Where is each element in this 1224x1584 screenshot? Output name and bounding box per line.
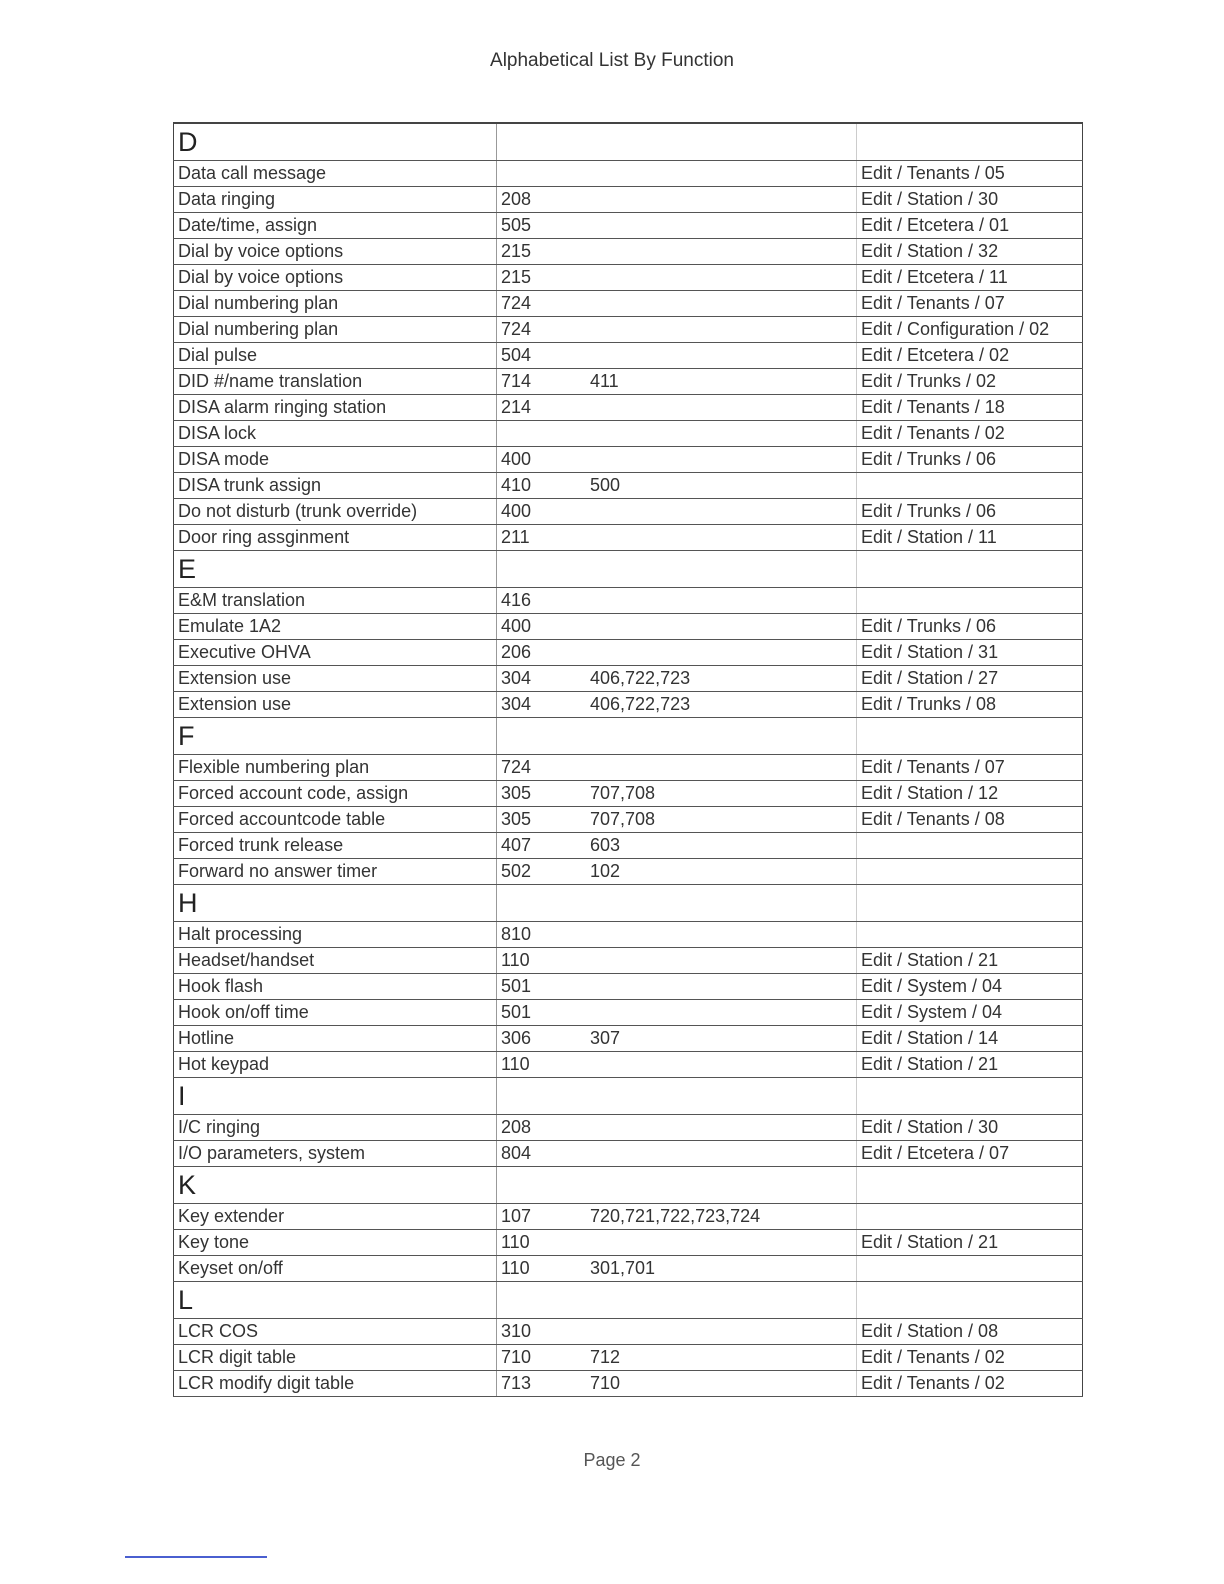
program-cell: [497, 161, 587, 187]
related-programs-cell: 707,708: [586, 781, 857, 807]
edit-path-cell: Edit / Station / 30: [857, 187, 1083, 213]
section-header-row: [174, 1282, 1083, 1319]
program-cell: 400: [497, 614, 587, 640]
section-header-row: [174, 551, 1083, 588]
empty-cell: [497, 718, 587, 755]
edit-path-cell: [857, 922, 1083, 948]
edit-path-cell: Edit / Trunks / 06: [857, 614, 1083, 640]
function-cell: Hotline: [174, 1026, 497, 1052]
function-cell: Halt processing: [174, 922, 497, 948]
edit-path-cell: Edit / Tenants / 08: [857, 807, 1083, 833]
program-cell: 305: [497, 781, 587, 807]
related-programs-cell: [586, 1115, 857, 1141]
section-header-row: [174, 1078, 1083, 1115]
table-row: [174, 1230, 1083, 1256]
edit-path-cell: Edit / Tenants / 18: [857, 395, 1083, 421]
program-cell: 810: [497, 922, 587, 948]
related-programs-cell: [586, 213, 857, 239]
related-programs-cell: [586, 1319, 857, 1345]
program-cell: 400: [497, 447, 587, 473]
table-row: [174, 922, 1083, 948]
table-row: [174, 807, 1083, 833]
edit-path-cell: [857, 833, 1083, 859]
empty-cell: [586, 1167, 857, 1204]
program-cell: 208: [497, 187, 587, 213]
program-cell: 724: [497, 755, 587, 781]
section-letter: I: [174, 1078, 497, 1115]
table-row: [174, 974, 1083, 1000]
table-row: [174, 588, 1083, 614]
program-cell: 416: [497, 588, 587, 614]
function-cell: DID #/name translation: [174, 369, 497, 395]
edit-path-cell: Edit / Tenants / 07: [857, 755, 1083, 781]
related-programs-cell: 102: [586, 859, 857, 885]
edit-path-cell: Edit / Station / 31: [857, 640, 1083, 666]
table-row: [174, 395, 1083, 421]
program-cell: 110: [497, 948, 587, 974]
empty-cell: [857, 1282, 1083, 1319]
related-programs-cell: [586, 1052, 857, 1078]
function-cell: Headset/handset: [174, 948, 497, 974]
edit-path-cell: Edit / Tenants / 07: [857, 291, 1083, 317]
edit-path-cell: Edit / Tenants / 02: [857, 1371, 1083, 1397]
edit-path-cell: Edit / Station / 21: [857, 1230, 1083, 1256]
function-cell: DISA alarm ringing station: [174, 395, 497, 421]
function-cell: Extension use: [174, 666, 497, 692]
table-row: [174, 1026, 1083, 1052]
function-cell: Dial pulse: [174, 343, 497, 369]
program-cell: 714: [497, 369, 587, 395]
edit-path-cell: [857, 1256, 1083, 1282]
edit-path-cell: Edit / Station / 27: [857, 666, 1083, 692]
edit-path-cell: [857, 473, 1083, 499]
program-cell: 724: [497, 291, 587, 317]
related-programs-cell: [586, 588, 857, 614]
edit-path-cell: Edit / Tenants / 02: [857, 1345, 1083, 1371]
edit-path-cell: Edit / Configuration / 02: [857, 317, 1083, 343]
function-cell: Dial by voice options: [174, 265, 497, 291]
table-row: [174, 640, 1083, 666]
program-cell: 110: [497, 1230, 587, 1256]
function-table-body: [174, 123, 1083, 1397]
table-row: [174, 1000, 1083, 1026]
program-cell: 310: [497, 1319, 587, 1345]
table-row: [174, 1115, 1083, 1141]
program-cell: 713: [497, 1371, 587, 1397]
program-cell: 400: [497, 499, 587, 525]
related-programs-cell: [586, 187, 857, 213]
empty-cell: [497, 885, 587, 922]
section-letter: L: [174, 1282, 497, 1319]
function-cell: DISA lock: [174, 421, 497, 447]
edit-path-cell: Edit / Trunks / 08: [857, 692, 1083, 718]
program-cell: 215: [497, 265, 587, 291]
function-cell: Hook flash: [174, 974, 497, 1000]
function-cell: Keyset on/off: [174, 1256, 497, 1282]
edit-path-cell: Edit / Station / 30: [857, 1115, 1083, 1141]
program-cell: 206: [497, 640, 587, 666]
edit-path-cell: [857, 588, 1083, 614]
related-programs-cell: [586, 1141, 857, 1167]
table-row: [174, 833, 1083, 859]
empty-cell: [857, 551, 1083, 588]
edit-path-cell: Edit / Station / 21: [857, 948, 1083, 974]
function-cell: DISA trunk assign: [174, 473, 497, 499]
function-cell: Emulate 1A2: [174, 614, 497, 640]
edit-path-cell: Edit / Station / 12: [857, 781, 1083, 807]
empty-cell: [586, 1282, 857, 1319]
related-programs-cell: 411: [586, 369, 857, 395]
related-programs-cell: [586, 421, 857, 447]
function-cell: Forced account code, assign: [174, 781, 497, 807]
edit-path-cell: Edit / Tenants / 05: [857, 161, 1083, 187]
related-programs-cell: 707,708: [586, 807, 857, 833]
program-cell: 107: [497, 1204, 587, 1230]
section-header-row: [174, 885, 1083, 922]
section-letter: K: [174, 1167, 497, 1204]
related-programs-cell: [586, 317, 857, 343]
function-table: [173, 122, 1083, 1397]
empty-cell: [497, 123, 587, 161]
table-row: [174, 213, 1083, 239]
related-programs-cell: [586, 525, 857, 551]
edit-path-cell: Edit / System / 04: [857, 974, 1083, 1000]
related-programs-cell: [586, 614, 857, 640]
function-cell: Data call message: [174, 161, 497, 187]
table-row: [174, 755, 1083, 781]
program-cell: 214: [497, 395, 587, 421]
table-row: [174, 781, 1083, 807]
table-row: [174, 1345, 1083, 1371]
related-programs-cell: [586, 291, 857, 317]
related-programs-cell: 406,722,723: [586, 692, 857, 718]
program-cell: 410: [497, 473, 587, 499]
program-cell: 306: [497, 1026, 587, 1052]
empty-cell: [857, 718, 1083, 755]
function-cell: Key tone: [174, 1230, 497, 1256]
edit-path-cell: [857, 1204, 1083, 1230]
related-programs-cell: [586, 239, 857, 265]
edit-path-cell: Edit / Station / 32: [857, 239, 1083, 265]
page-number: Page 2: [583, 1450, 641, 1470]
table-row: [174, 343, 1083, 369]
section-letter: F: [174, 718, 497, 755]
section-letter: E: [174, 551, 497, 588]
program-cell: 407: [497, 833, 587, 859]
program-cell: [497, 421, 587, 447]
function-cell: Dial by voice options: [174, 239, 497, 265]
table-row: [174, 1319, 1083, 1345]
section-letter: H: [174, 885, 497, 922]
program-cell: 110: [497, 1256, 587, 1282]
section-header-row: [174, 1167, 1083, 1204]
related-programs-cell: [586, 499, 857, 525]
function-cell: Forward no answer timer: [174, 859, 497, 885]
related-programs-cell: [586, 922, 857, 948]
edit-path-cell: Edit / Station / 08: [857, 1319, 1083, 1345]
program-cell: 304: [497, 692, 587, 718]
table-row: [174, 1371, 1083, 1397]
related-programs-cell: [586, 1230, 857, 1256]
function-cell: Date/time, assign: [174, 213, 497, 239]
program-cell: 505: [497, 213, 587, 239]
edit-path-cell: Edit / Trunks / 06: [857, 499, 1083, 525]
empty-cell: [586, 718, 857, 755]
empty-cell: [586, 551, 857, 588]
bottom-divider: [125, 1556, 267, 1558]
edit-path-cell: Edit / Tenants / 02: [857, 421, 1083, 447]
table-row: [174, 317, 1083, 343]
empty-cell: [857, 1167, 1083, 1204]
table-row: [174, 692, 1083, 718]
function-cell: LCR modify digit table: [174, 1371, 497, 1397]
function-cell: Hot keypad: [174, 1052, 497, 1078]
function-cell: I/C ringing: [174, 1115, 497, 1141]
table-row: [174, 1052, 1083, 1078]
related-programs-cell: [586, 343, 857, 369]
program-cell: 804: [497, 1141, 587, 1167]
edit-path-cell: Edit / Etcetera / 07: [857, 1141, 1083, 1167]
edit-path-cell: Edit / Etcetera / 01: [857, 213, 1083, 239]
empty-cell: [857, 885, 1083, 922]
program-cell: 215: [497, 239, 587, 265]
program-cell: 304: [497, 666, 587, 692]
function-cell: Extension use: [174, 692, 497, 718]
table-row: [174, 859, 1083, 885]
program-cell: 504: [497, 343, 587, 369]
function-cell: Dial numbering plan: [174, 317, 497, 343]
function-cell: I/O parameters, system: [174, 1141, 497, 1167]
program-cell: 110: [497, 1052, 587, 1078]
related-programs-cell: [586, 948, 857, 974]
function-cell: Key extender: [174, 1204, 497, 1230]
related-programs-cell: [586, 974, 857, 1000]
table-row: [174, 1256, 1083, 1282]
related-programs-cell: [586, 395, 857, 421]
related-programs-cell: 307: [586, 1026, 857, 1052]
table-row: [174, 666, 1083, 692]
edit-path-cell: [857, 859, 1083, 885]
related-programs-cell: [586, 265, 857, 291]
edit-path-cell: Edit / Station / 14: [857, 1026, 1083, 1052]
edit-path-cell: Edit / Trunks / 06: [857, 447, 1083, 473]
function-cell: LCR digit table: [174, 1345, 497, 1371]
table-row: [174, 948, 1083, 974]
empty-cell: [497, 1078, 587, 1115]
function-cell: Forced accountcode table: [174, 807, 497, 833]
empty-cell: [857, 1078, 1083, 1115]
function-cell: LCR COS: [174, 1319, 497, 1345]
function-cell: Executive OHVA: [174, 640, 497, 666]
section-header-row: [174, 123, 1083, 161]
table-row: [174, 447, 1083, 473]
empty-cell: [497, 1167, 587, 1204]
table-row: [174, 239, 1083, 265]
table-row: [174, 614, 1083, 640]
related-programs-cell: 720,721,722,723,724: [586, 1204, 857, 1230]
table-row: [174, 187, 1083, 213]
table-row: [174, 369, 1083, 395]
program-cell: 501: [497, 1000, 587, 1026]
program-cell: 211: [497, 525, 587, 551]
program-cell: 305: [497, 807, 587, 833]
function-cell: Do not disturb (trunk override): [174, 499, 497, 525]
program-cell: 501: [497, 974, 587, 1000]
empty-cell: [497, 551, 587, 588]
section-header-row: [174, 718, 1083, 755]
edit-path-cell: Edit / System / 04: [857, 1000, 1083, 1026]
related-programs-cell: [586, 755, 857, 781]
empty-cell: [586, 123, 857, 161]
edit-path-cell: Edit / Etcetera / 02: [857, 343, 1083, 369]
program-cell: 208: [497, 1115, 587, 1141]
table-row: [174, 421, 1083, 447]
related-programs-cell: [586, 447, 857, 473]
related-programs-cell: [586, 640, 857, 666]
program-cell: 502: [497, 859, 587, 885]
function-cell: Flexible numbering plan: [174, 755, 497, 781]
empty-cell: [586, 885, 857, 922]
edit-path-cell: Edit / Station / 11: [857, 525, 1083, 551]
table-row: [174, 1141, 1083, 1167]
related-programs-cell: [586, 161, 857, 187]
related-programs-cell: 710: [586, 1371, 857, 1397]
program-cell: 710: [497, 1345, 587, 1371]
function-cell: DISA mode: [174, 447, 497, 473]
function-cell: Door ring assginment: [174, 525, 497, 551]
table-row: [174, 1204, 1083, 1230]
empty-cell: [586, 1078, 857, 1115]
function-cell: Hook on/off time: [174, 1000, 497, 1026]
table-row: [174, 499, 1083, 525]
related-programs-cell: 712: [586, 1345, 857, 1371]
edit-path-cell: Edit / Station / 21: [857, 1052, 1083, 1078]
related-programs-cell: [586, 1000, 857, 1026]
function-cell: Data ringing: [174, 187, 497, 213]
function-cell: E&M translation: [174, 588, 497, 614]
table-row: [174, 525, 1083, 551]
table-row: [174, 473, 1083, 499]
table-row: [174, 291, 1083, 317]
edit-path-cell: Edit / Trunks / 02: [857, 369, 1083, 395]
related-programs-cell: 406,722,723: [586, 666, 857, 692]
function-cell: Forced trunk release: [174, 833, 497, 859]
page-title: Alphabetical List By Function: [490, 50, 734, 71]
program-cell: 724: [497, 317, 587, 343]
empty-cell: [497, 1282, 587, 1319]
edit-path-cell: Edit / Etcetera / 11: [857, 265, 1083, 291]
related-programs-cell: 500: [586, 473, 857, 499]
related-programs-cell: 603: [586, 833, 857, 859]
function-cell: Dial numbering plan: [174, 291, 497, 317]
table-row: [174, 161, 1083, 187]
related-programs-cell: 301,701: [586, 1256, 857, 1282]
section-letter: D: [174, 123, 497, 161]
table-row: [174, 265, 1083, 291]
empty-cell: [857, 123, 1083, 161]
